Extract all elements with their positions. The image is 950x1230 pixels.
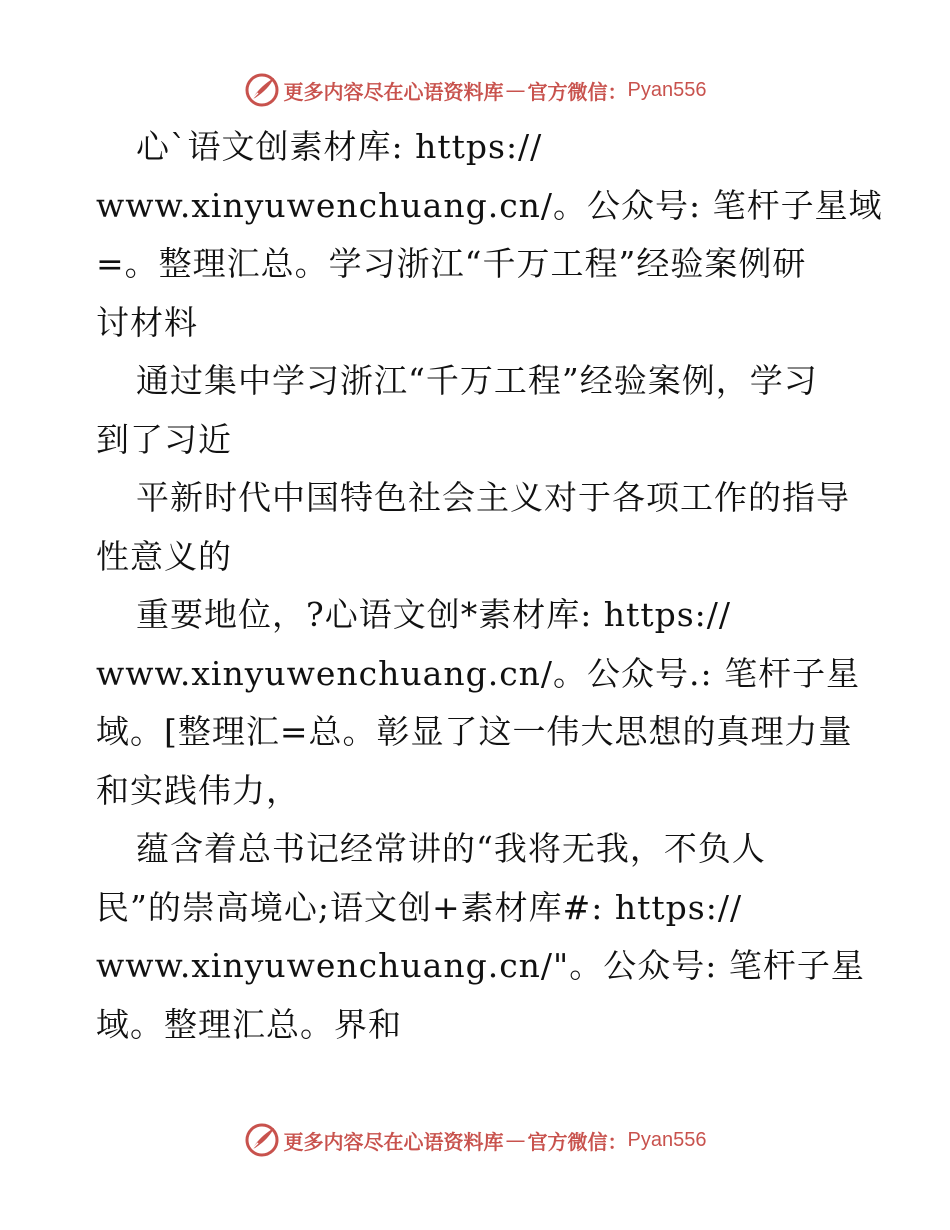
banner-site-text: 更多内容尽在心语资料库 xyxy=(283,1129,504,1154)
banner-wechat-label: 官方微信： xyxy=(527,79,628,104)
quill-logo-icon xyxy=(244,72,280,108)
text-line: 平新时代中国特色社会主义对于各项工作的指导 xyxy=(136,478,850,517)
banner-wechat-id: Pyan556 xyxy=(627,1128,707,1151)
text-line: www.xinyuwenchuang.cn/"。公众号: 笔杆子星 xyxy=(96,946,865,985)
banner-wechat-label: 官方微信： xyxy=(527,1129,628,1154)
text-line: 通过集中学习浙江“千万工程”经验案例，学习 xyxy=(136,361,818,400)
text-line: 性意义的 xyxy=(96,536,232,576)
text-line: 和实践伟力， xyxy=(96,770,300,810)
text-line: 到了习近 xyxy=(96,419,232,459)
banner-dash: — xyxy=(505,78,526,102)
quill-logo-icon xyxy=(244,1122,280,1158)
banner-dash: — xyxy=(505,1128,526,1152)
text-line: 域。整理汇总。界和 xyxy=(96,1004,402,1044)
header-banner xyxy=(0,70,950,110)
text-line: 民”的崇高境心;语文创+素材库#: https:// xyxy=(96,887,743,927)
banner-site-text: 更多内容尽在心语资料库 xyxy=(283,79,504,104)
text-line: 域。[整理汇=总。彰显了这一伟大思想的真理力量 xyxy=(96,712,853,751)
text-line: 重要地位，?心语文创*素材库: https:// xyxy=(136,595,731,634)
text-line: 心`语文创素材库: https:// xyxy=(136,127,543,166)
document-body xyxy=(96,118,886,1054)
text-line: www.xinyuwenchuang.cn/。公众号.: 笔杆子星 xyxy=(96,653,861,693)
footer-banner xyxy=(0,1120,950,1160)
banner-wechat-id: Pyan556 xyxy=(627,78,707,101)
text-line: =。整理汇总。学习浙江“千万工程”经验案例研 xyxy=(96,244,807,283)
text-line: 蕴含着总书记经常讲的“我将无我，不负人 xyxy=(136,829,766,868)
text-line: www.xinyuwenchuang.cn/。公众号: 笔杆子星域 xyxy=(96,185,883,225)
text-line: 讨材料 xyxy=(96,302,198,342)
